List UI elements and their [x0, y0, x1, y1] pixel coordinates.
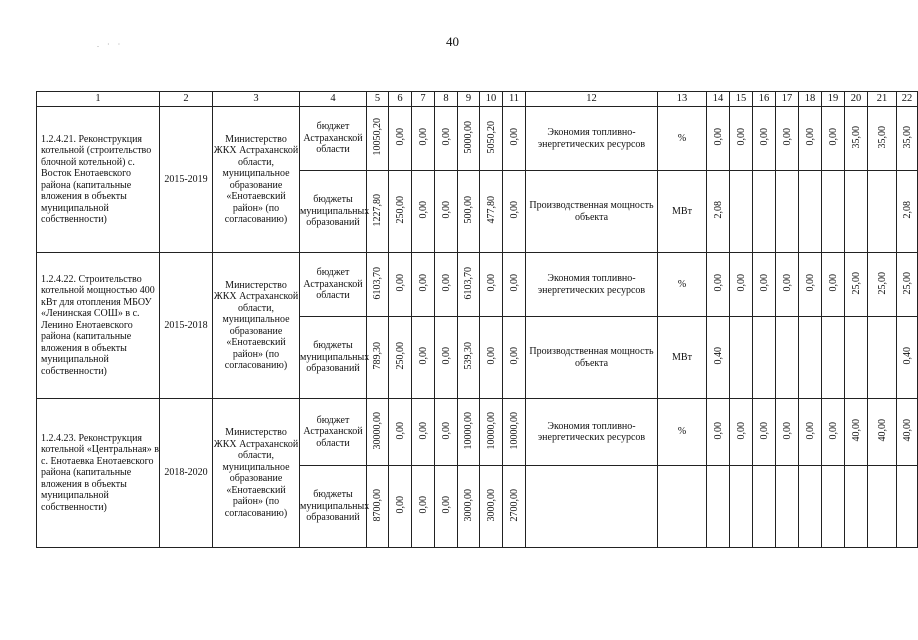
amount-value: 0,00 [417, 274, 429, 292]
indicator-unit: % [658, 399, 707, 466]
amount-cell [480, 171, 503, 253]
indicator-value-cell [730, 317, 753, 399]
amount-cell [503, 171, 526, 253]
indicator-value-cell [845, 399, 868, 466]
amount-cell [458, 107, 480, 171]
amount-cell [480, 253, 503, 317]
indicator-value: 0,00 [827, 128, 839, 146]
header-cell: 2 [160, 92, 213, 107]
indicator-name: Производственная мощность объекта [526, 171, 658, 253]
indicator-value: 0,00 [804, 421, 816, 439]
indicator-value: 0,00 [712, 128, 724, 146]
indicator-value: 0,00 [827, 421, 839, 439]
program-table [36, 91, 918, 548]
indicator-name [526, 466, 658, 548]
indicator-value: 0,00 [804, 128, 816, 146]
indicator-value: 35,00 [850, 125, 862, 148]
indicator-value: 0,00 [712, 274, 724, 292]
indicator-value: 25,00 [876, 271, 888, 294]
indicator-value: 0,00 [827, 274, 839, 292]
indicator-value-cell [822, 171, 845, 253]
amount-cell [412, 171, 435, 253]
amount-cell [367, 107, 389, 171]
amount-cell [480, 466, 503, 548]
indicator-value: 0,40 [901, 347, 913, 365]
indicator-value-cell [776, 107, 799, 171]
indicator-value-cell [753, 171, 776, 253]
amount-cell [412, 399, 435, 466]
amount-value: 10050,20 [372, 118, 383, 156]
indicator-value-cell [822, 107, 845, 171]
amount-value: 539,30 [463, 342, 474, 370]
indicator-value-cell [730, 466, 753, 548]
amount-value: 500,00 [463, 196, 474, 224]
measure-name: 1.2.4.22. Строительство котельной мощностью 400 кВт для отопления МБОУ «Ленинская СОШ» в с. Ленино Енотаевского района (капитальные вложения в объекты муниципальной собственности) [37, 253, 160, 399]
indicator-value: 0,00 [758, 128, 770, 146]
header-cell: 9 [458, 92, 480, 107]
amount-value: 0,00 [440, 274, 452, 292]
header-cell: 1 [37, 92, 160, 107]
amount-value: 477,80 [485, 196, 497, 224]
amount-cell [435, 107, 458, 171]
header-cell: 5 [367, 92, 389, 107]
amount-cell [367, 171, 389, 253]
indicator-value-cell [845, 171, 868, 253]
executor-cell: Министерство ЖКХ Астраханской области, муниципальное образование «Енотаевский район» (по согласованию) [213, 399, 300, 548]
amount-cell [435, 171, 458, 253]
indicator-value-cell [868, 399, 897, 466]
amount-cell [480, 107, 503, 171]
amount-cell [389, 399, 412, 466]
table-row [37, 253, 918, 317]
indicator-value: 0,00 [758, 421, 770, 439]
amount-cell [389, 466, 412, 548]
header-cell: 12 [526, 92, 658, 107]
indicator-value: 0,00 [781, 274, 793, 292]
indicator-value-cell [799, 107, 822, 171]
header-cell: 7 [412, 92, 435, 107]
amount-cell [480, 399, 503, 466]
amount-cell [480, 317, 503, 399]
indicator-value-cell [799, 171, 822, 253]
indicator-value-cell [868, 317, 897, 399]
indicator-value-cell [822, 466, 845, 548]
amount-cell [435, 466, 458, 548]
funding-source: бюджет Астраханской области [300, 399, 367, 466]
indicator-value-cell [753, 317, 776, 399]
indicator-value: 35,00 [876, 125, 888, 148]
amount-value: 10000,00 [463, 411, 474, 449]
header-cell: 21 [868, 92, 897, 107]
amount-value: 0,00 [417, 201, 429, 219]
period-cell: 2018-2020 [160, 399, 213, 548]
amount-cell [367, 317, 389, 399]
indicator-value-cell [730, 253, 753, 317]
indicator-value-cell [776, 317, 799, 399]
amount-value: 0,00 [440, 496, 452, 514]
page-number: 40 [446, 34, 459, 49]
table-row [37, 399, 918, 466]
header-row [37, 92, 918, 107]
header-cell: 20 [845, 92, 868, 107]
indicator-value-cell [868, 107, 897, 171]
indicator-name: Производственная мощность объекта [526, 317, 658, 399]
indicator-value-cell [753, 399, 776, 466]
indicator-value: 2,08 [712, 201, 724, 219]
indicator-value: 0,00 [735, 421, 747, 439]
indicator-value: 35,00 [901, 125, 913, 148]
indicator-unit: % [658, 107, 707, 171]
header-cell: 13 [658, 92, 707, 107]
header-cell: 11 [503, 92, 526, 107]
amount-value: 0,00 [440, 347, 452, 365]
amount-cell [435, 317, 458, 399]
amount-value: 6103,70 [463, 266, 474, 299]
amount-value: 3000,00 [463, 488, 474, 521]
funding-source: бюджеты муниципальных образований [300, 317, 367, 399]
header-cell: 14 [707, 92, 730, 107]
amount-value: 6103,70 [372, 266, 383, 299]
indicator-unit: МВт [658, 171, 707, 253]
amount-value: 0,00 [440, 421, 452, 439]
amount-value: 0,00 [508, 201, 520, 219]
indicator-value-cell [822, 317, 845, 399]
amount-value: 0,00 [417, 128, 429, 146]
amount-cell [503, 253, 526, 317]
amount-value: 250,00 [394, 342, 406, 370]
amount-value: 2700,00 [508, 488, 520, 521]
amount-value: 0,00 [440, 128, 452, 146]
executor-cell: Министерство ЖКХ Астраханской области, муниципальное образование «Енотаевский район» (по согласованию) [213, 107, 300, 253]
amount-cell [367, 253, 389, 317]
amount-value: 0,00 [394, 421, 406, 439]
indicator-value-cell [799, 399, 822, 466]
amount-value: 30000,00 [372, 411, 383, 449]
amount-value: 0,00 [417, 347, 429, 365]
indicator-value-cell [897, 466, 918, 548]
indicator-value: 40,00 [876, 419, 888, 442]
amount-cell [458, 399, 480, 466]
indicator-value-cell [707, 317, 730, 399]
funding-source: бюджеты муниципальных образований [300, 171, 367, 253]
amount-value: 0,00 [508, 274, 520, 292]
indicator-value-cell [707, 253, 730, 317]
indicator-value-cell [707, 107, 730, 171]
indicator-value: 0,00 [735, 128, 747, 146]
indicator-value-cell [799, 317, 822, 399]
indicator-value-cell [776, 253, 799, 317]
amount-cell [458, 466, 480, 548]
indicator-value-cell [897, 253, 918, 317]
indicator-value-cell [845, 253, 868, 317]
indicator-value-cell [707, 466, 730, 548]
header-cell: 17 [776, 92, 799, 107]
indicator-value-cell [897, 317, 918, 399]
amount-cell [412, 466, 435, 548]
amount-cell [367, 466, 389, 548]
indicator-value-cell [868, 171, 897, 253]
amount-value: 250,00 [394, 196, 406, 224]
header-cell: 10 [480, 92, 503, 107]
indicator-value: 0,00 [781, 421, 793, 439]
amount-value: 10000,00 [485, 411, 497, 449]
amount-value: 3000,00 [485, 488, 497, 521]
indicator-value-cell [868, 466, 897, 548]
indicator-value-cell [799, 253, 822, 317]
header-cell: 4 [300, 92, 367, 107]
indicator-name: Экономия топливно-энергетических ресурсов [526, 107, 658, 171]
funding-source: бюджет Астраханской области [300, 253, 367, 317]
indicator-value: 40,00 [850, 419, 862, 442]
indicator-value: 0,40 [712, 347, 724, 365]
amount-cell [435, 399, 458, 466]
indicator-value-cell [822, 253, 845, 317]
indicator-value-cell [897, 107, 918, 171]
indicator-value-cell [730, 171, 753, 253]
amount-cell [503, 317, 526, 399]
amount-cell [389, 317, 412, 399]
header-cell: 22 [897, 92, 918, 107]
measure-name: 1.2.4.21. Реконструкция котельной (строительство блочной котельной) с. Восток Енотаевского района (капитальные вложения в объекты муниципальной собственности) [37, 107, 160, 253]
header-cell: 15 [730, 92, 753, 107]
amount-cell [412, 317, 435, 399]
indicator-unit: МВт [658, 317, 707, 399]
indicator-name: Экономия топливно-энергетических ресурсов [526, 253, 658, 317]
amount-value: 0,00 [417, 496, 429, 514]
indicator-unit: % [658, 253, 707, 317]
indicator-value-cell [822, 399, 845, 466]
amount-value: 789,30 [372, 342, 383, 370]
indicator-value-cell [776, 171, 799, 253]
amount-cell [389, 253, 412, 317]
header-cell: 16 [753, 92, 776, 107]
amount-value: 1227,80 [372, 193, 383, 226]
indicator-value-cell [897, 399, 918, 466]
indicator-value: 0,00 [758, 274, 770, 292]
indicator-name: Экономия топливно-энергетических ресурсов [526, 399, 658, 466]
indicator-value: 0,00 [712, 421, 724, 439]
measure-name: 1.2.4.23. Реконструкция котельной «Центральная» в с. Енотаевка Енотаевского района (капитальные вложения в объекты муниципальной собственности) [37, 399, 160, 548]
indicator-value-cell [799, 466, 822, 548]
indicator-value-cell [897, 171, 918, 253]
amount-value: 0,00 [440, 201, 452, 219]
amount-cell [458, 253, 480, 317]
indicator-value-cell [753, 253, 776, 317]
indicator-value: 0,00 [735, 274, 747, 292]
amount-cell [389, 171, 412, 253]
header-cell: 8 [435, 92, 458, 107]
scan-specks: . · · [97, 40, 124, 49]
indicator-value-cell [730, 107, 753, 171]
amount-cell [412, 253, 435, 317]
indicator-value-cell [845, 317, 868, 399]
indicator-unit [658, 466, 707, 548]
indicator-value-cell [753, 466, 776, 548]
indicator-value-cell [753, 107, 776, 171]
amount-cell [367, 399, 389, 466]
amount-cell [389, 107, 412, 171]
executor-cell: Министерство ЖКХ Астраханской области, муниципальное образование «Енотаевский район» (по согласованию) [213, 253, 300, 399]
amount-value: 0,00 [394, 274, 406, 292]
amount-value: 8700,00 [372, 488, 383, 521]
indicator-value-cell [707, 171, 730, 253]
amount-value: 10000,00 [508, 411, 520, 449]
amount-value: 0,00 [394, 496, 406, 514]
indicator-value-cell [845, 107, 868, 171]
indicator-value-cell [776, 399, 799, 466]
amount-value: 0,00 [485, 347, 497, 365]
indicator-value: 0,00 [781, 128, 793, 146]
amount-value: 0,00 [394, 128, 406, 146]
indicator-value: 25,00 [901, 271, 913, 294]
amount-cell [503, 399, 526, 466]
amount-value: 0,00 [485, 274, 497, 292]
funding-source: бюджеты муниципальных образований [300, 466, 367, 548]
period-cell: 2015-2019 [160, 107, 213, 253]
amount-value: 5000,00 [463, 120, 474, 153]
header-cell: 18 [799, 92, 822, 107]
table-row [37, 107, 918, 171]
funding-source: бюджет Астраханской области [300, 107, 367, 171]
amount-value: 0,00 [508, 128, 520, 146]
amount-cell [458, 317, 480, 399]
amount-value: 0,00 [417, 421, 429, 439]
header-cell: 19 [822, 92, 845, 107]
indicator-value-cell [868, 253, 897, 317]
period-cell: 2015-2018 [160, 253, 213, 399]
amount-value: 5050,20 [485, 120, 497, 153]
indicator-value: 0,00 [804, 274, 816, 292]
indicator-value-cell [845, 466, 868, 548]
indicator-value-cell [730, 399, 753, 466]
amount-cell [435, 253, 458, 317]
indicator-value: 2,08 [901, 201, 913, 219]
amount-cell [412, 107, 435, 171]
header-cell: 6 [389, 92, 412, 107]
amount-cell [503, 107, 526, 171]
amount-value: 0,00 [508, 347, 520, 365]
indicator-value: 25,00 [850, 271, 862, 294]
indicator-value-cell [776, 466, 799, 548]
header-cell: 3 [213, 92, 300, 107]
indicator-value: 40,00 [901, 419, 913, 442]
amount-cell [503, 466, 526, 548]
amount-cell [458, 171, 480, 253]
indicator-value-cell [707, 399, 730, 466]
